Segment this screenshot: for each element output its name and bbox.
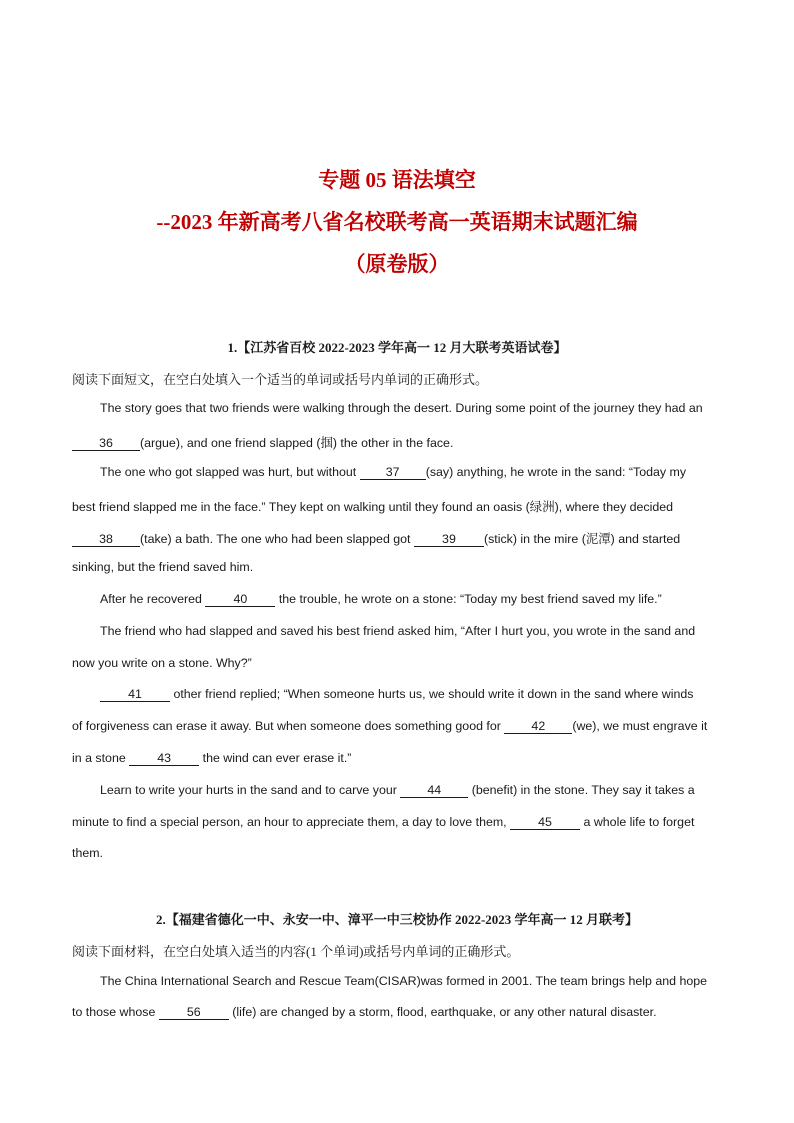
passage-line: of forgiveness can erase it away. But when someone does something good for 42 (we), we must engrave it	[72, 719, 708, 733]
blank-38[interactable]: 38	[72, 533, 140, 547]
blank-43[interactable]: 43	[129, 752, 199, 766]
passage-line: The friend who had slapped and saved his best friend asked him, “After I hurt you, you wrote in the sand and	[100, 624, 696, 638]
passage-line: The story goes that two friends were walking through the desert. During some point of the journey they had an	[100, 401, 703, 415]
passage-line: sinking, but the friend saved him.	[72, 560, 254, 574]
passage-line: in a stone 43 the wind can ever erase it.”	[72, 751, 352, 765]
section1-heading: 1.【江苏省百校 2022-2023 学年高一 12 月大联考英语试卷】	[227, 340, 567, 355]
passage-line: now you write on a stone. Why?”	[72, 656, 252, 670]
blank-36[interactable]: 36	[72, 437, 140, 451]
blank-45[interactable]: 45	[510, 816, 580, 830]
passage-line: The one who got slapped was hurt, but without 37 (say) anything, he wrote in the sand: “Today my	[100, 465, 687, 479]
blank-41[interactable]: 41	[100, 688, 170, 702]
passage-line: to those whose 56 (life) are changed by a storm, flood, earthquake, or any other natural disaster.	[72, 1005, 657, 1019]
doc-edition: （原卷版）	[344, 252, 450, 276]
passage-line: best friend slapped me in the face.” They kept on walking until they found an oasis (绿洲), where they decided	[72, 500, 674, 514]
section2-instruction: 阅读下面材料，在空白处填入适当的内容(1 个单词)或括号内单词的正确形式。	[72, 944, 520, 959]
doc-title: 专题 05 语法填空	[318, 168, 476, 192]
passage-line: 36 (argue), and one friend slapped (掴) the other in the face.	[72, 433, 453, 451]
section1-instruction: 阅读下面短文，在空白处填入一个适当的单词或括号内单词的正确形式。	[72, 372, 489, 387]
passage-line: 41 other friend replied; “When someone hurts us, we should write it down in the sand where winds	[100, 687, 693, 702]
passage-line: minute to find a special person, an hour to appreciate them, a day to love them, 45 a whole life to forget	[72, 815, 695, 829]
passage-line: 38 (take) a bath. The one who had been slapped got 39 (stick) in the mire (泥潭) and started	[72, 529, 680, 547]
blank-42[interactable]: 42	[504, 720, 572, 734]
passage-line: The China International Search and Rescue Team(CISAR)was formed in 2001. The team brings help and hope	[100, 974, 708, 988]
blank-44[interactable]: 44	[400, 784, 468, 798]
blank-39[interactable]: 39	[414, 533, 484, 547]
section2-heading: 2.【福建省德化一中、永安一中、漳平一中三校协作 2022-2023 学年高一 12 月联考】	[155, 912, 639, 927]
blank-40[interactable]: 40	[205, 593, 275, 607]
blank-37[interactable]: 37	[360, 466, 426, 480]
blank-56[interactable]: 56	[159, 1006, 229, 1020]
passage-line: Learn to write your hurts in the sand and to carve your 44 (benefit) in the stone. They say it takes a	[100, 783, 695, 797]
passage-line: After he recovered 40 the trouble, he wrote on a stone: “Today my best friend saved my life.”	[100, 592, 662, 606]
doc-subtitle: --2023 年新高考八省名校联考高一英语期末试题汇编	[156, 210, 638, 234]
passage-line: them.	[72, 846, 103, 860]
